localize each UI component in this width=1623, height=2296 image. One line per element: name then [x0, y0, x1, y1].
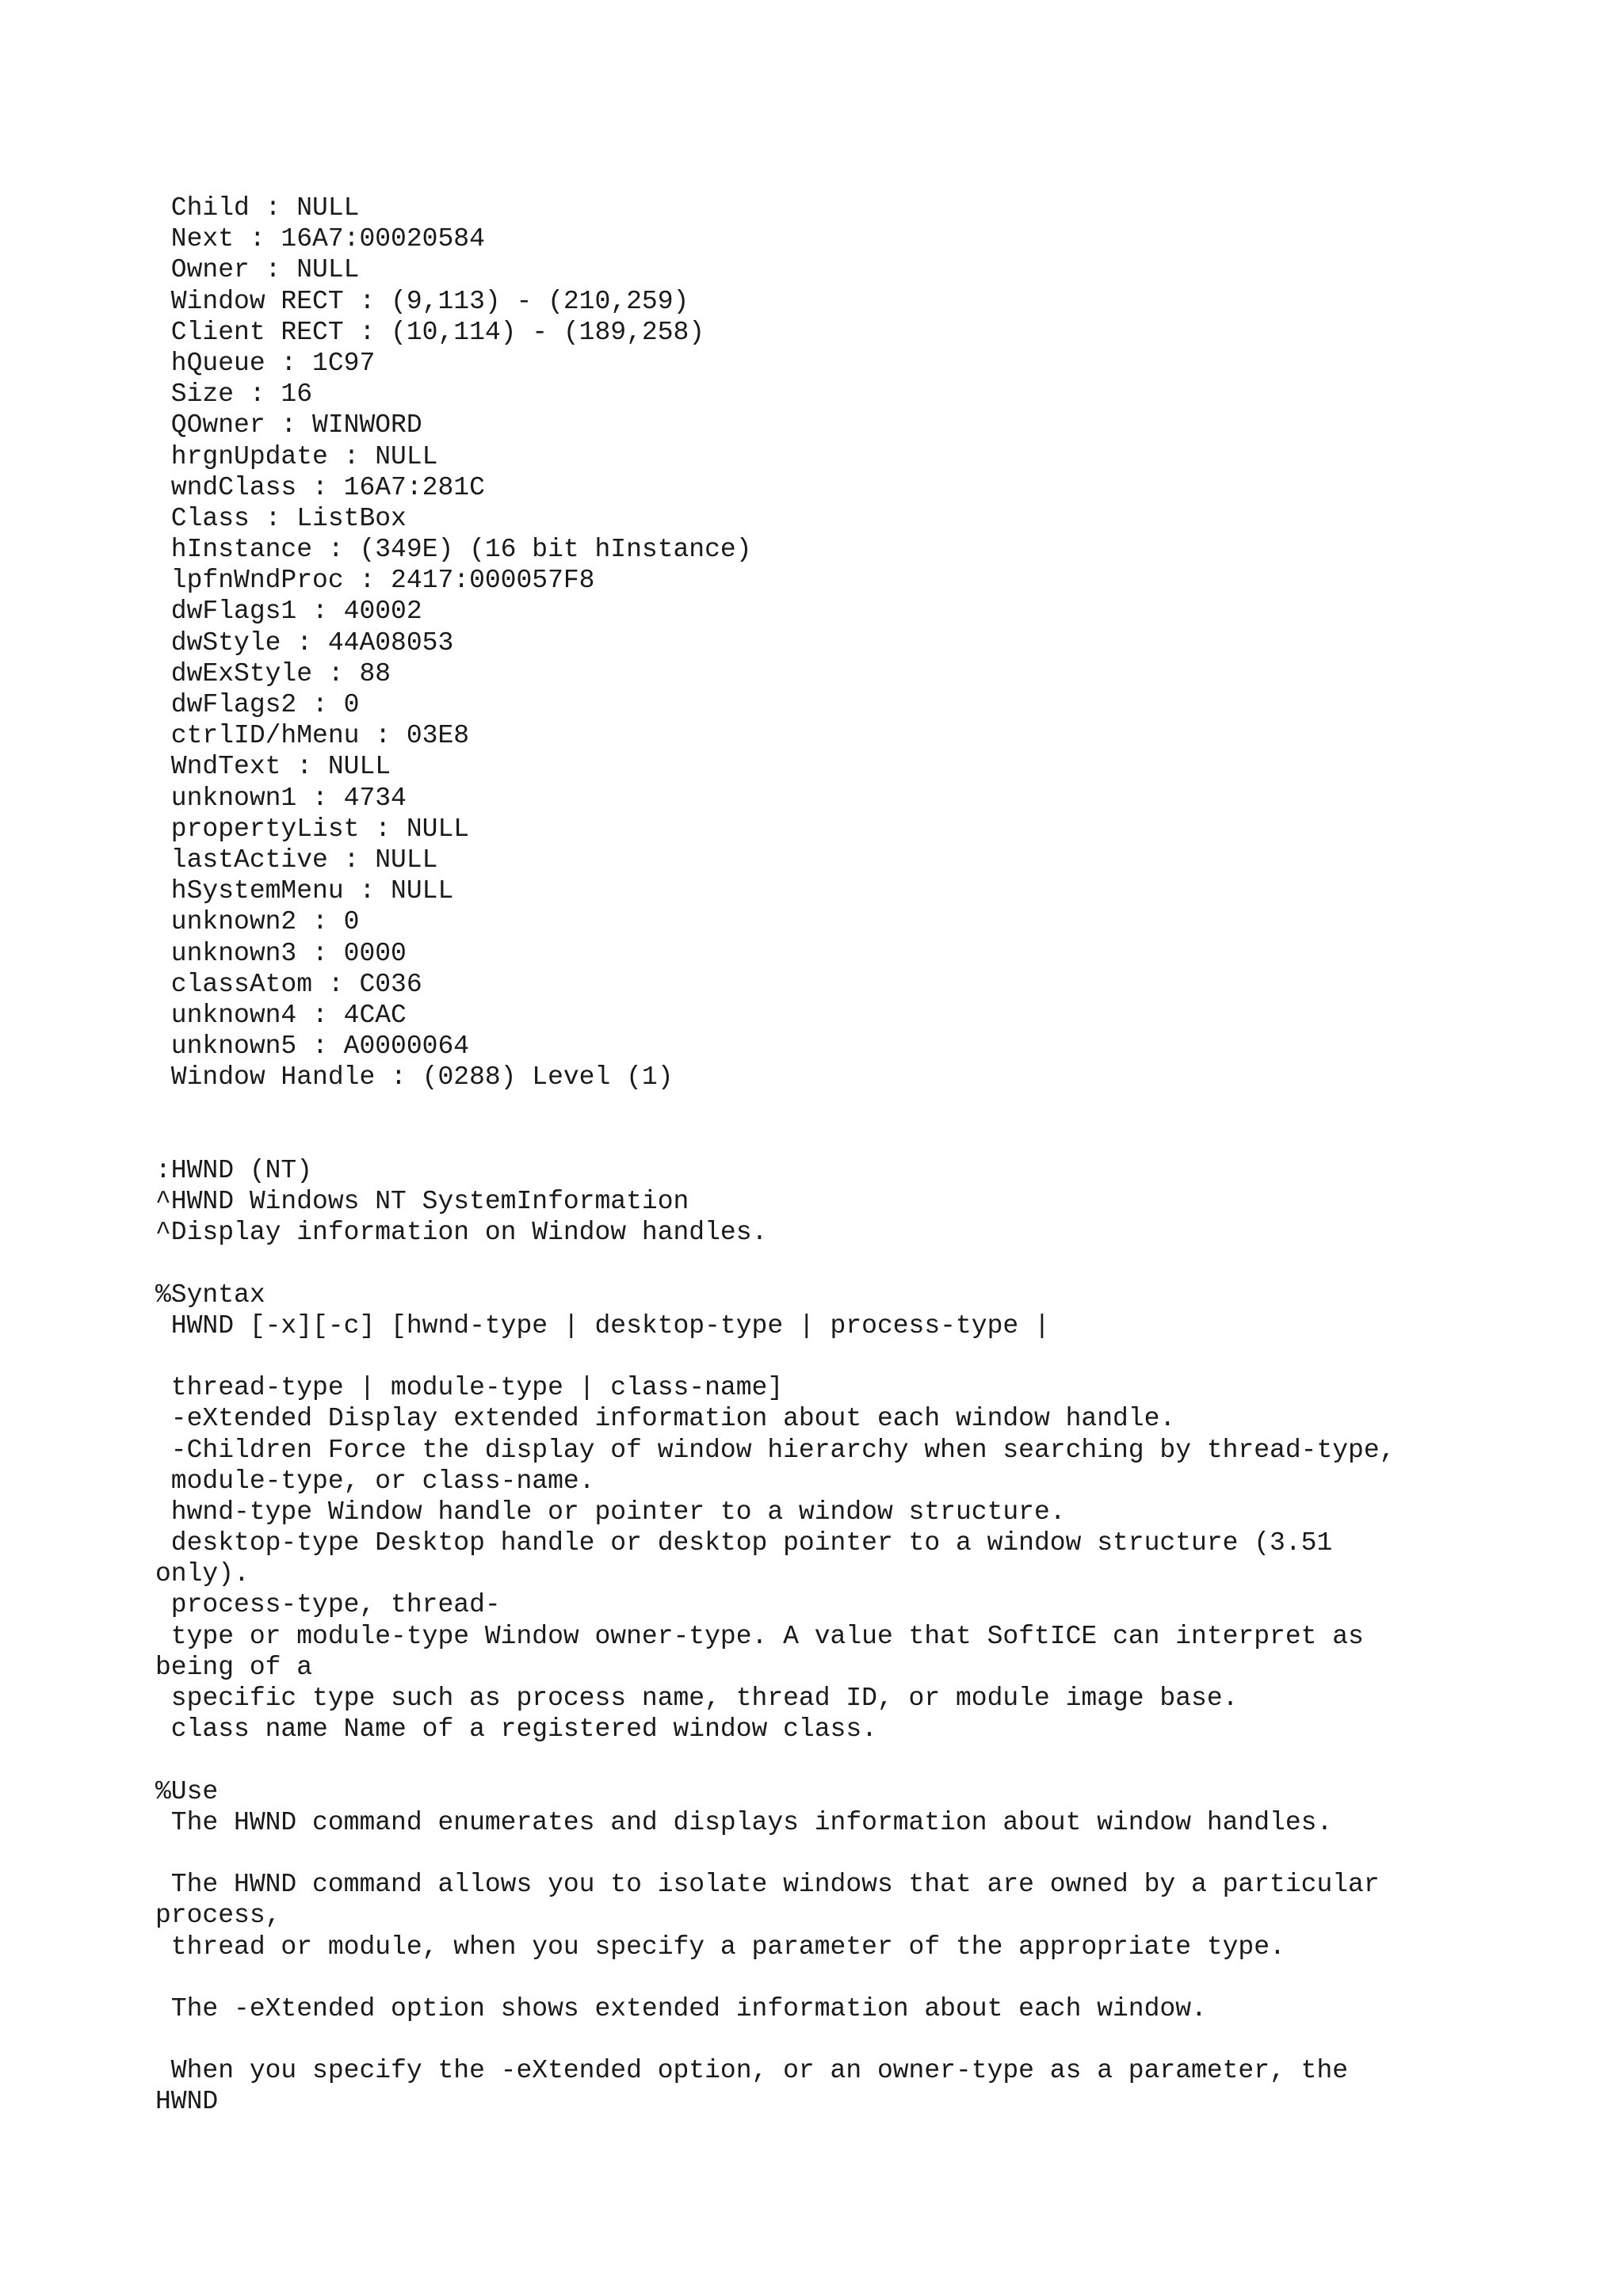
text-line: :HWND (NT): [155, 1155, 313, 1185]
text-line: Class : ListBox: [155, 503, 407, 533]
text-line: %Use: [155, 1776, 219, 1806]
text-line: thread or module, when you specify a parameter of the appropriate type.: [155, 1932, 1285, 1962]
text-line: -eXtended Display extended information about each window handle.: [155, 1404, 1176, 1434]
text-line: dwExStyle : 88: [155, 658, 391, 688]
text-line: ^Display information on Window handles.: [155, 1218, 768, 1248]
blank-line: [155, 1838, 1582, 1869]
text-line: unknown1 : 4734: [155, 783, 407, 813]
text-line: thread-type | module-type | class-name]: [155, 1373, 784, 1403]
text-line: dwFlags2 : 0: [155, 690, 360, 719]
text-line: When you specify the -eXtended option, or an owner-type as a parameter, the: [155, 2056, 1349, 2086]
text-line: HWND: [155, 2087, 219, 2117]
text-line: unknown5 : A0000064: [155, 1032, 470, 1062]
text-line: specific type such as process name, thread ID, or module image base.: [155, 1684, 1239, 1713]
text-line: QOwner : WINWORD: [155, 410, 422, 441]
text-line: WndText : NULL: [155, 752, 391, 782]
text-line: unknown4 : 4CAC: [155, 1000, 407, 1030]
blank-line: [155, 1962, 1582, 1993]
text-line: lpfnWndProc : 2417:000057F8: [155, 566, 595, 596]
text-line: being of a: [155, 1652, 313, 1682]
document-text: [155, 193, 1582, 2118]
text-line: class name Name of a registered window class.: [155, 1714, 877, 1745]
text-line: Child : NULL: [155, 193, 360, 223]
blank-line: [155, 1093, 1582, 1123]
text-line: %Syntax: [155, 1280, 265, 1310]
text-line: dwStyle : 44A08053: [155, 627, 454, 658]
blank-line: [155, 2024, 1582, 2055]
text-line: HWND [-x][-c] [hwnd-type | desktop-type | process-type |: [155, 1310, 1050, 1341]
text-line: Window RECT : (9,113) - (210,259): [155, 286, 689, 316]
blank-line: [155, 1341, 1582, 1372]
text-line: desktop-type Desktop handle or desktop pointer to a window structure (3.51: [155, 1528, 1333, 1558]
text-line: -Children Force the display of window hierarchy when searching by thread-type,: [155, 1435, 1396, 1465]
text-line: dwFlags1 : 40002: [155, 597, 422, 627]
text-line: propertyList : NULL: [155, 814, 470, 844]
text-line: unknown2 : 0: [155, 907, 360, 937]
text-line: process-type, thread-: [155, 1590, 501, 1620]
text-line: module-type, or class-name.: [155, 1466, 595, 1496]
text-line: Owner : NULL: [155, 255, 360, 285]
text-line: The HWND command enumerates and displays information about window handles.: [155, 1807, 1333, 1837]
text-line: Client RECT : (10,114) - (189,258): [155, 317, 705, 347]
blank-line: [155, 1124, 1582, 1155]
text-line: Window Handle : (0288) Level (1): [155, 1062, 674, 1093]
text-line: hrgnUpdate : NULL: [155, 441, 438, 471]
text-line: ^HWND Windows NT SystemInformation: [155, 1187, 689, 1216]
text-line: lastActive : NULL: [155, 845, 438, 875]
blank-line: [155, 1248, 1582, 1279]
text-line: process,: [155, 1901, 281, 1931]
text-line: hInstance : (349E) (16 bit hInstance): [155, 535, 752, 565]
text-line: The -eXtended option shows extended information about each window.: [155, 1993, 1207, 2023]
text-line: unknown3 : 0000: [155, 938, 407, 968]
text-line: The HWND command allows you to isolate windows that are owned by a particular: [155, 1870, 1380, 1900]
text-line: hQueue : 1C97: [155, 348, 376, 378]
blank-line: [155, 1745, 1582, 1775]
text-line: only).: [155, 1559, 250, 1589]
text-line: hwnd-type Window handle or pointer to a window structure.: [155, 1497, 1066, 1527]
text-line: Size : 16: [155, 379, 313, 410]
text-line: hSystemMenu : NULL: [155, 876, 454, 906]
text-line: ctrlID/hMenu : 03E8: [155, 721, 470, 751]
text-line: Next : 16A7:00020584: [155, 224, 485, 254]
text-line: wndClass : 16A7:281C: [155, 472, 485, 502]
text-line: type or module-type Window owner-type. A value that SoftICE can interpret as: [155, 1621, 1364, 1651]
text-line: classAtom : C036: [155, 969, 422, 999]
